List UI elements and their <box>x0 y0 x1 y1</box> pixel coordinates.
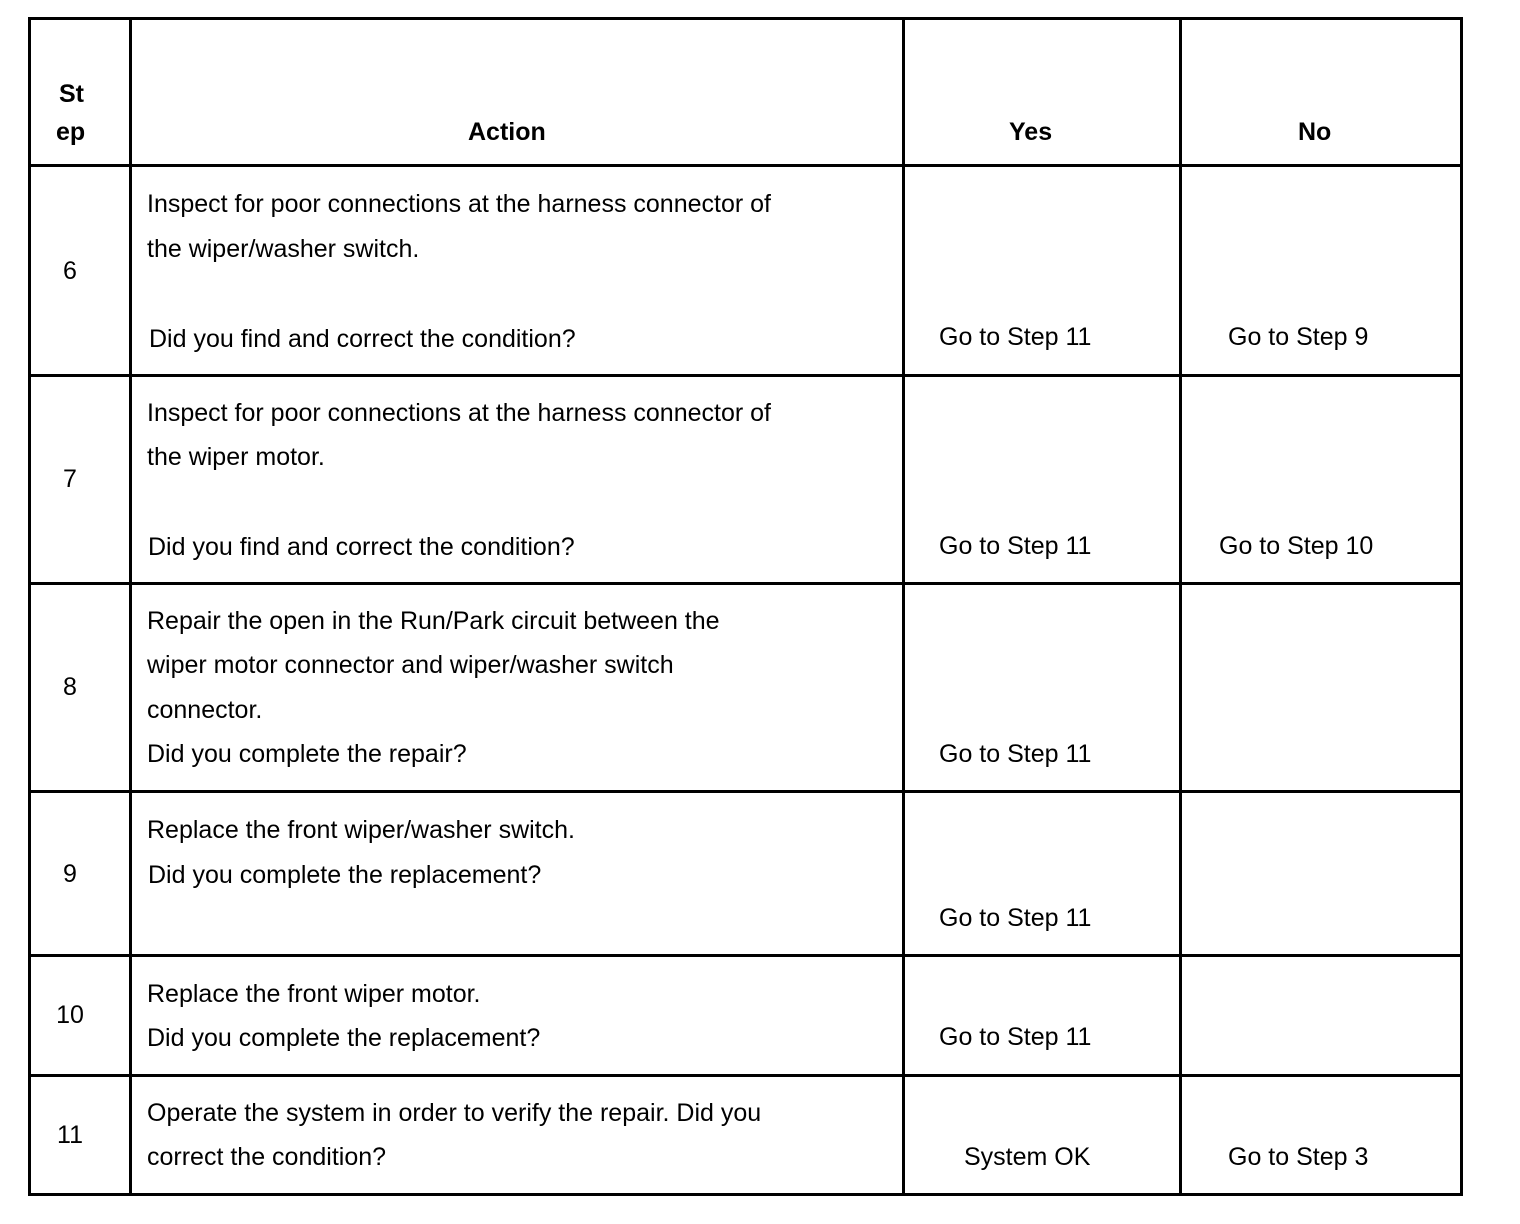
header-no: No <box>1298 118 1332 146</box>
column-divider <box>1179 17 1182 1196</box>
no-result: Go to Step 10 <box>1219 532 1374 560</box>
action-text: Inspect for poor connections at the harness connector of <box>147 399 771 427</box>
action-text: Operate the system in order to verify the repair. Did you <box>147 1099 762 1127</box>
table-border-bottom <box>28 1193 1463 1196</box>
yes-result: Go to Step 11 <box>939 740 1092 768</box>
action-question: Did you complete the repair? <box>147 740 467 768</box>
action-text: correct the condition? <box>147 1143 387 1171</box>
no-result: Go to Step 9 <box>1228 323 1369 351</box>
row-divider <box>28 1074 1463 1077</box>
action-text: the wiper motor. <box>147 443 325 471</box>
yes-result: Go to Step 11 <box>939 904 1092 932</box>
no-result: Go to Step 3 <box>1228 1143 1369 1171</box>
table-border-right <box>1460 17 1463 1196</box>
header-yes: Yes <box>1009 118 1053 146</box>
yes-result: System OK <box>964 1143 1091 1171</box>
yes-result: Go to Step 11 <box>939 323 1092 351</box>
step-number: 9 <box>63 860 77 888</box>
column-divider <box>129 17 132 1196</box>
action-question: Did you complete the replacement? <box>148 861 542 889</box>
action-text: wiper motor connector and wiper/washer switch <box>147 651 674 679</box>
table-border-top <box>28 17 1463 20</box>
action-text: Replace the front wiper/washer switch. <box>147 816 575 844</box>
action-text: Inspect for poor connections at the harness connector of <box>147 190 771 218</box>
step-number: 10 <box>56 1001 84 1029</box>
step-number: 6 <box>63 257 77 285</box>
action-text: connector. <box>147 696 263 724</box>
header-step-line1: St <box>59 80 84 108</box>
column-divider <box>902 17 905 1196</box>
header-action: Action <box>468 118 546 146</box>
row-divider <box>28 790 1463 793</box>
action-question: Did you complete the replacement? <box>147 1024 541 1052</box>
action-text: Repair the open in the Run/Park circuit between the <box>147 607 720 635</box>
yes-result: Go to Step 11 <box>939 1023 1092 1051</box>
step-number: 11 <box>57 1121 83 1149</box>
row-divider <box>28 374 1463 377</box>
header-divider <box>28 164 1463 167</box>
yes-result: Go to Step 11 <box>939 532 1092 560</box>
action-text: Replace the front wiper motor. <box>147 980 481 1008</box>
action-text: the wiper/washer switch. <box>147 235 420 263</box>
row-divider <box>28 582 1463 585</box>
action-question: Did you find and correct the condition? <box>148 533 575 561</box>
step-number: 7 <box>63 465 77 493</box>
step-number: 8 <box>63 673 77 701</box>
header-step-line2: ep <box>56 118 86 146</box>
action-question: Did you find and correct the condition? <box>149 325 576 353</box>
row-divider <box>28 954 1463 957</box>
